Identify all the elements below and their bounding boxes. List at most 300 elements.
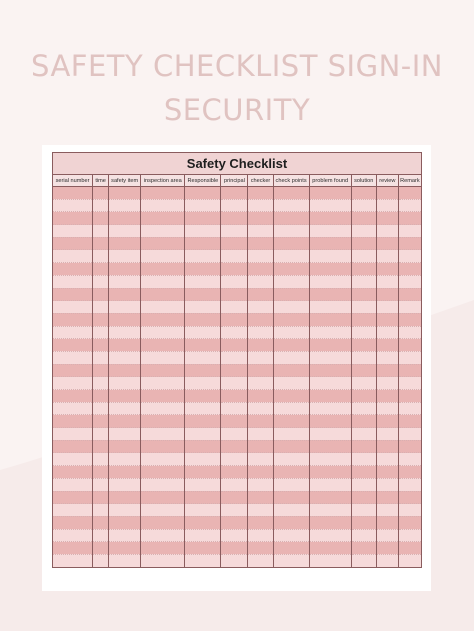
table-cell[interactable]: [309, 313, 351, 326]
table-cell[interactable]: [398, 288, 421, 301]
table-cell[interactable]: [273, 554, 309, 567]
table-cell[interactable]: [398, 339, 421, 352]
table-cell[interactable]: [141, 237, 185, 250]
table-cell[interactable]: [53, 351, 93, 364]
table-cell[interactable]: [221, 554, 248, 567]
table-cell[interactable]: [351, 453, 376, 466]
table-cell[interactable]: [185, 212, 221, 225]
table-cell[interactable]: [351, 313, 376, 326]
table-cell[interactable]: [185, 288, 221, 301]
table-cell[interactable]: [141, 288, 185, 301]
table-cell[interactable]: [53, 225, 93, 238]
table-cell[interactable]: [141, 275, 185, 288]
table-cell[interactable]: [248, 466, 273, 479]
table-cell[interactable]: [248, 275, 273, 288]
table-cell[interactable]: [221, 339, 248, 352]
table-cell[interactable]: [53, 212, 93, 225]
table-cell[interactable]: [273, 237, 309, 250]
table-cell[interactable]: [398, 313, 421, 326]
table-cell[interactable]: [309, 440, 351, 453]
table-cell[interactable]: [309, 212, 351, 225]
table-cell[interactable]: [109, 263, 141, 276]
table-cell[interactable]: [109, 237, 141, 250]
table-cell[interactable]: [185, 415, 221, 428]
table-cell[interactable]: [221, 466, 248, 479]
table-cell[interactable]: [248, 390, 273, 403]
table-cell[interactable]: [376, 453, 398, 466]
table-cell[interactable]: [351, 326, 376, 339]
table-cell[interactable]: [398, 466, 421, 479]
table-cell[interactable]: [185, 529, 221, 542]
table-cell[interactable]: [141, 390, 185, 403]
table-cell[interactable]: [248, 364, 273, 377]
table-cell[interactable]: [221, 491, 248, 504]
table-cell[interactable]: [109, 339, 141, 352]
table-cell[interactable]: [273, 516, 309, 529]
table-cell[interactable]: [398, 351, 421, 364]
table-cell[interactable]: [273, 478, 309, 491]
table-cell[interactable]: [221, 351, 248, 364]
table-cell[interactable]: [185, 339, 221, 352]
table-cell[interactable]: [109, 377, 141, 390]
table-cell[interactable]: [273, 377, 309, 390]
table-cell[interactable]: [309, 275, 351, 288]
table-cell[interactable]: [93, 466, 109, 479]
table-cell[interactable]: [309, 250, 351, 263]
table-cell[interactable]: [273, 225, 309, 238]
table-cell[interactable]: [273, 275, 309, 288]
table-cell[interactable]: [248, 428, 273, 441]
table-cell[interactable]: [248, 351, 273, 364]
table-cell[interactable]: [141, 199, 185, 212]
table-cell[interactable]: [351, 351, 376, 364]
table-cell[interactable]: [376, 199, 398, 212]
table-cell[interactable]: [109, 491, 141, 504]
table-cell[interactable]: [93, 313, 109, 326]
table-cell[interactable]: [53, 516, 93, 529]
table-cell[interactable]: [221, 377, 248, 390]
table-cell[interactable]: [93, 428, 109, 441]
table-cell[interactable]: [309, 187, 351, 200]
table-cell[interactable]: [53, 313, 93, 326]
table-cell[interactable]: [185, 199, 221, 212]
table-cell[interactable]: [141, 440, 185, 453]
table-cell[interactable]: [309, 542, 351, 555]
table-cell[interactable]: [309, 263, 351, 276]
table-cell[interactable]: [185, 225, 221, 238]
table-cell[interactable]: [53, 440, 93, 453]
table-cell[interactable]: [93, 453, 109, 466]
table-cell[interactable]: [221, 199, 248, 212]
table-cell[interactable]: [273, 212, 309, 225]
table-cell[interactable]: [398, 428, 421, 441]
table-cell[interactable]: [141, 415, 185, 428]
table-cell[interactable]: [53, 339, 93, 352]
table-cell[interactable]: [398, 377, 421, 390]
table-cell[interactable]: [93, 364, 109, 377]
table-cell[interactable]: [141, 516, 185, 529]
table-cell[interactable]: [93, 275, 109, 288]
table-cell[interactable]: [248, 187, 273, 200]
table-cell[interactable]: [376, 504, 398, 517]
table-cell[interactable]: [185, 453, 221, 466]
table-cell[interactable]: [351, 554, 376, 567]
table-cell[interactable]: [93, 250, 109, 263]
table-cell[interactable]: [221, 453, 248, 466]
table-cell[interactable]: [273, 440, 309, 453]
table-cell[interactable]: [309, 453, 351, 466]
table-cell[interactable]: [141, 250, 185, 263]
table-cell[interactable]: [109, 415, 141, 428]
table-cell[interactable]: [273, 301, 309, 314]
table-cell[interactable]: [273, 263, 309, 276]
table-cell[interactable]: [398, 516, 421, 529]
table-cell[interactable]: [221, 428, 248, 441]
table-cell[interactable]: [351, 415, 376, 428]
table-cell[interactable]: [351, 199, 376, 212]
table-cell[interactable]: [93, 529, 109, 542]
table-cell[interactable]: [221, 313, 248, 326]
table-cell[interactable]: [248, 225, 273, 238]
table-cell[interactable]: [248, 491, 273, 504]
table-cell[interactable]: [273, 390, 309, 403]
table-cell[interactable]: [273, 199, 309, 212]
table-cell[interactable]: [398, 478, 421, 491]
table-cell[interactable]: [376, 529, 398, 542]
table-cell[interactable]: [53, 364, 93, 377]
table-cell[interactable]: [93, 288, 109, 301]
table-cell[interactable]: [309, 478, 351, 491]
table-cell[interactable]: [376, 554, 398, 567]
table-cell[interactable]: [309, 339, 351, 352]
table-cell[interactable]: [109, 351, 141, 364]
table-cell[interactable]: [221, 415, 248, 428]
table-cell[interactable]: [248, 212, 273, 225]
table-cell[interactable]: [351, 339, 376, 352]
table-cell[interactable]: [185, 301, 221, 314]
table-cell[interactable]: [141, 453, 185, 466]
table-cell[interactable]: [109, 516, 141, 529]
table-cell[interactable]: [185, 351, 221, 364]
table-cell[interactable]: [53, 491, 93, 504]
table-cell[interactable]: [53, 453, 93, 466]
table-cell[interactable]: [351, 466, 376, 479]
table-cell[interactable]: [376, 326, 398, 339]
table-cell[interactable]: [351, 504, 376, 517]
table-cell[interactable]: [185, 402, 221, 415]
table-cell[interactable]: [185, 478, 221, 491]
table-cell[interactable]: [185, 440, 221, 453]
table-cell[interactable]: [248, 415, 273, 428]
table-cell[interactable]: [248, 237, 273, 250]
table-cell[interactable]: [109, 326, 141, 339]
table-cell[interactable]: [376, 275, 398, 288]
table-cell[interactable]: [351, 237, 376, 250]
table-cell[interactable]: [93, 351, 109, 364]
table-cell[interactable]: [248, 516, 273, 529]
table-cell[interactable]: [398, 440, 421, 453]
table-cell[interactable]: [351, 428, 376, 441]
table-cell[interactable]: [109, 187, 141, 200]
table-cell[interactable]: [53, 415, 93, 428]
table-cell[interactable]: [248, 542, 273, 555]
table-cell[interactable]: [185, 377, 221, 390]
table-cell[interactable]: [351, 212, 376, 225]
table-cell[interactable]: [109, 288, 141, 301]
table-cell[interactable]: [53, 250, 93, 263]
table-cell[interactable]: [398, 402, 421, 415]
table-cell[interactable]: [376, 491, 398, 504]
table-cell[interactable]: [185, 504, 221, 517]
table-cell[interactable]: [141, 402, 185, 415]
table-cell[interactable]: [141, 478, 185, 491]
table-cell[interactable]: [141, 428, 185, 441]
table-cell[interactable]: [221, 478, 248, 491]
table-cell[interactable]: [398, 504, 421, 517]
table-cell[interactable]: [376, 301, 398, 314]
table-cell[interactable]: [309, 288, 351, 301]
table-cell[interactable]: [221, 187, 248, 200]
table-cell[interactable]: [141, 491, 185, 504]
table-cell[interactable]: [109, 554, 141, 567]
table-cell[interactable]: [398, 364, 421, 377]
table-cell[interactable]: [309, 390, 351, 403]
table-cell[interactable]: [398, 237, 421, 250]
table-cell[interactable]: [93, 478, 109, 491]
table-cell[interactable]: [273, 542, 309, 555]
table-cell[interactable]: [221, 440, 248, 453]
table-cell[interactable]: [398, 326, 421, 339]
table-cell[interactable]: [221, 225, 248, 238]
table-cell[interactable]: [53, 275, 93, 288]
table-cell[interactable]: [398, 301, 421, 314]
table-cell[interactable]: [141, 263, 185, 276]
table-cell[interactable]: [185, 263, 221, 276]
table-cell[interactable]: [376, 377, 398, 390]
table-cell[interactable]: [309, 301, 351, 314]
table-cell[interactable]: [221, 504, 248, 517]
table-cell[interactable]: [351, 250, 376, 263]
table-cell[interactable]: [309, 377, 351, 390]
table-cell[interactable]: [248, 377, 273, 390]
table-cell[interactable]: [309, 516, 351, 529]
table-cell[interactable]: [93, 390, 109, 403]
table-cell[interactable]: [309, 199, 351, 212]
table-cell[interactable]: [248, 263, 273, 276]
table-cell[interactable]: [221, 364, 248, 377]
table-cell[interactable]: [273, 529, 309, 542]
table-cell[interactable]: [93, 326, 109, 339]
table-cell[interactable]: [109, 478, 141, 491]
table-cell[interactable]: [93, 199, 109, 212]
table-cell[interactable]: [109, 364, 141, 377]
table-cell[interactable]: [351, 364, 376, 377]
table-cell[interactable]: [53, 237, 93, 250]
table-cell[interactable]: [109, 199, 141, 212]
table-cell[interactable]: [53, 390, 93, 403]
table-cell[interactable]: [398, 212, 421, 225]
table-cell[interactable]: [376, 313, 398, 326]
table-cell[interactable]: [93, 301, 109, 314]
table-cell[interactable]: [141, 351, 185, 364]
table-cell[interactable]: [53, 554, 93, 567]
table-cell[interactable]: [351, 542, 376, 555]
table-cell[interactable]: [376, 390, 398, 403]
table-cell[interactable]: [93, 542, 109, 555]
table-cell[interactable]: [273, 415, 309, 428]
table-cell[interactable]: [398, 390, 421, 403]
table-cell[interactable]: [398, 263, 421, 276]
table-cell[interactable]: [93, 554, 109, 567]
table-cell[interactable]: [248, 440, 273, 453]
table-cell[interactable]: [185, 250, 221, 263]
table-cell[interactable]: [309, 415, 351, 428]
table-cell[interactable]: [351, 187, 376, 200]
table-cell[interactable]: [309, 554, 351, 567]
table-cell[interactable]: [376, 428, 398, 441]
table-cell[interactable]: [221, 390, 248, 403]
table-cell[interactable]: [141, 212, 185, 225]
table-cell[interactable]: [141, 301, 185, 314]
table-cell[interactable]: [351, 390, 376, 403]
table-cell[interactable]: [53, 529, 93, 542]
table-cell[interactable]: [141, 326, 185, 339]
table-cell[interactable]: [141, 339, 185, 352]
table-cell[interactable]: [248, 402, 273, 415]
table-cell[interactable]: [309, 225, 351, 238]
table-cell[interactable]: [53, 466, 93, 479]
table-cell[interactable]: [221, 237, 248, 250]
table-cell[interactable]: [376, 339, 398, 352]
table-cell[interactable]: [248, 301, 273, 314]
table-cell[interactable]: [53, 504, 93, 517]
table-cell[interactable]: [376, 237, 398, 250]
table-cell[interactable]: [351, 225, 376, 238]
table-cell[interactable]: [376, 250, 398, 263]
table-cell[interactable]: [221, 275, 248, 288]
table-cell[interactable]: [93, 225, 109, 238]
table-cell[interactable]: [185, 516, 221, 529]
table-cell[interactable]: [273, 187, 309, 200]
table-cell[interactable]: [309, 428, 351, 441]
table-cell[interactable]: [376, 466, 398, 479]
table-cell[interactable]: [398, 491, 421, 504]
table-cell[interactable]: [185, 313, 221, 326]
table-cell[interactable]: [221, 542, 248, 555]
table-cell[interactable]: [398, 187, 421, 200]
table-cell[interactable]: [398, 275, 421, 288]
table-cell[interactable]: [221, 326, 248, 339]
table-cell[interactable]: [185, 187, 221, 200]
table-cell[interactable]: [376, 187, 398, 200]
table-cell[interactable]: [351, 275, 376, 288]
table-cell[interactable]: [109, 428, 141, 441]
table-cell[interactable]: [53, 187, 93, 200]
table-cell[interactable]: [93, 504, 109, 517]
table-cell[interactable]: [273, 428, 309, 441]
table-cell[interactable]: [221, 402, 248, 415]
table-cell[interactable]: [273, 364, 309, 377]
table-cell[interactable]: [53, 199, 93, 212]
table-cell[interactable]: [248, 250, 273, 263]
table-cell[interactable]: [273, 288, 309, 301]
table-cell[interactable]: [248, 554, 273, 567]
table-cell[interactable]: [109, 275, 141, 288]
table-cell[interactable]: [309, 466, 351, 479]
table-cell[interactable]: [351, 402, 376, 415]
table-cell[interactable]: [53, 301, 93, 314]
table-cell[interactable]: [351, 478, 376, 491]
table-cell[interactable]: [248, 313, 273, 326]
table-cell[interactable]: [109, 390, 141, 403]
table-cell[interactable]: [398, 225, 421, 238]
table-cell[interactable]: [376, 288, 398, 301]
table-cell[interactable]: [273, 504, 309, 517]
table-cell[interactable]: [141, 225, 185, 238]
table-cell[interactable]: [141, 542, 185, 555]
table-cell[interactable]: [93, 339, 109, 352]
table-cell[interactable]: [53, 326, 93, 339]
table-cell[interactable]: [141, 377, 185, 390]
table-cell[interactable]: [221, 529, 248, 542]
table-cell[interactable]: [53, 428, 93, 441]
table-cell[interactable]: [53, 377, 93, 390]
table-cell[interactable]: [309, 351, 351, 364]
table-cell[interactable]: [398, 453, 421, 466]
table-cell[interactable]: [109, 225, 141, 238]
table-cell[interactable]: [141, 504, 185, 517]
table-cell[interactable]: [141, 529, 185, 542]
table-cell[interactable]: [309, 491, 351, 504]
table-cell[interactable]: [53, 288, 93, 301]
table-cell[interactable]: [376, 415, 398, 428]
table-cell[interactable]: [398, 199, 421, 212]
table-cell[interactable]: [309, 326, 351, 339]
table-cell[interactable]: [185, 542, 221, 555]
table-cell[interactable]: [376, 402, 398, 415]
table-cell[interactable]: [221, 516, 248, 529]
table-cell[interactable]: [248, 199, 273, 212]
table-cell[interactable]: [309, 402, 351, 415]
table-cell[interactable]: [309, 237, 351, 250]
table-cell[interactable]: [221, 263, 248, 276]
table-cell[interactable]: [376, 364, 398, 377]
table-cell[interactable]: [351, 491, 376, 504]
table-cell[interactable]: [185, 491, 221, 504]
table-cell[interactable]: [93, 491, 109, 504]
table-cell[interactable]: [93, 440, 109, 453]
table-cell[interactable]: [221, 212, 248, 225]
table-cell[interactable]: [53, 542, 93, 555]
table-cell[interactable]: [93, 263, 109, 276]
table-cell[interactable]: [398, 529, 421, 542]
table-cell[interactable]: [109, 212, 141, 225]
table-cell[interactable]: [185, 390, 221, 403]
table-cell[interactable]: [53, 402, 93, 415]
table-cell[interactable]: [376, 440, 398, 453]
table-cell[interactable]: [93, 237, 109, 250]
table-cell[interactable]: [53, 263, 93, 276]
table-cell[interactable]: [248, 529, 273, 542]
table-cell[interactable]: [248, 478, 273, 491]
table-cell[interactable]: [109, 402, 141, 415]
table-cell[interactable]: [109, 453, 141, 466]
table-cell[interactable]: [93, 402, 109, 415]
table-cell[interactable]: [185, 237, 221, 250]
table-cell[interactable]: [109, 301, 141, 314]
table-cell[interactable]: [248, 288, 273, 301]
table-cell[interactable]: [248, 339, 273, 352]
